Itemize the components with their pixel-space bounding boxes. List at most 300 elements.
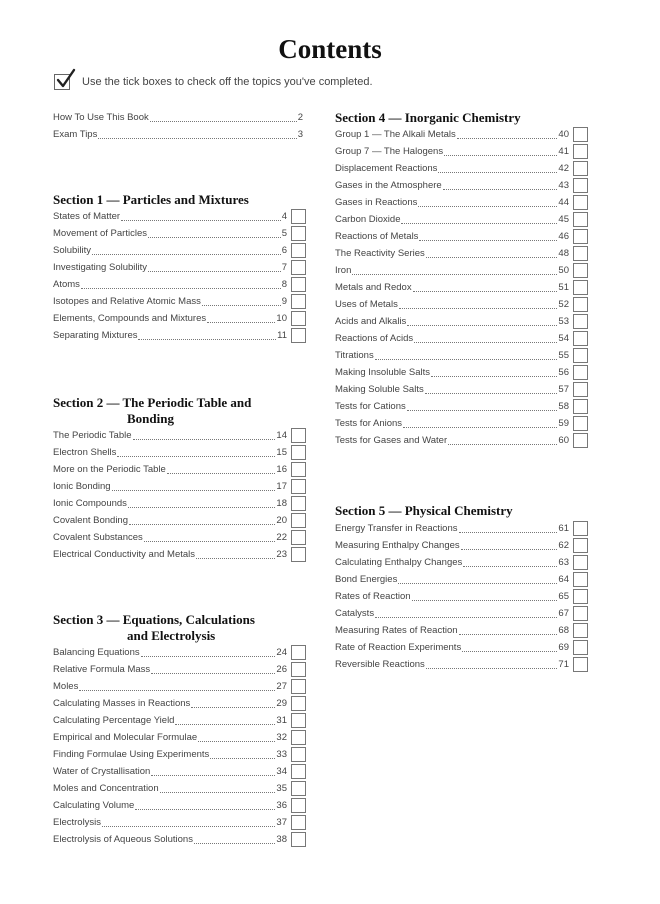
- page-title: Contents: [278, 34, 382, 64]
- dot-leader: [175, 716, 275, 725]
- page-number: 32: [276, 732, 287, 743]
- completion-checkbox[interactable]: [573, 365, 588, 380]
- entry-label: Reversible Reactions: [335, 659, 425, 670]
- toc-entry: [53, 546, 287, 563]
- completion-checkbox[interactable]: [573, 246, 588, 261]
- page-number: 29: [276, 698, 287, 709]
- entry-label: Covalent Bonding: [53, 515, 128, 526]
- dot-leader: [444, 147, 557, 156]
- page-number: 69: [558, 642, 569, 653]
- page-number: 48: [558, 248, 569, 259]
- section-heading: [335, 503, 513, 519]
- page-number: 18: [276, 498, 287, 509]
- entry-label: Calculating Volume: [53, 800, 135, 811]
- dot-leader: [431, 368, 557, 377]
- entry-label: Making Insoluble Salts: [335, 367, 431, 378]
- page-number: 38: [276, 834, 287, 845]
- entry-label: Rate of Reaction Experiments: [335, 642, 462, 653]
- dot-leader: [426, 660, 558, 669]
- page-number: 52: [558, 299, 569, 310]
- entry-label: Calculating Masses in Reactions: [53, 698, 191, 709]
- toc-entry: [53, 495, 287, 512]
- completion-checkbox[interactable]: [291, 226, 306, 241]
- completion-checkbox[interactable]: [573, 331, 588, 346]
- completion-checkbox[interactable]: [573, 416, 588, 431]
- dot-leader: [461, 541, 558, 550]
- toc-entry: [53, 695, 287, 712]
- entry-label: Solubility: [53, 245, 92, 256]
- dot-leader: [448, 436, 557, 445]
- completion-checkbox[interactable]: [291, 479, 306, 494]
- entry-label: Calculating Enthalpy Changes: [335, 557, 463, 568]
- completion-checkbox[interactable]: [573, 606, 588, 621]
- completion-checkbox[interactable]: [573, 348, 588, 363]
- page-number: 20: [276, 515, 287, 526]
- completion-checkbox[interactable]: [291, 311, 306, 326]
- page-number: 37: [276, 817, 287, 828]
- entry-label: Iron: [335, 265, 352, 276]
- entry-label: Tests for Gases and Water: [335, 435, 448, 446]
- toc-entry: [335, 364, 569, 381]
- dot-leader: [141, 648, 276, 657]
- dot-leader: [98, 130, 296, 139]
- dot-leader: [399, 300, 558, 309]
- section-heading: [53, 612, 255, 644]
- dot-leader: [198, 733, 275, 742]
- entry-label: Bond Energies: [335, 574, 398, 585]
- page-number: 23: [276, 549, 287, 560]
- page-number: 62: [558, 540, 569, 551]
- dot-leader: [398, 575, 557, 584]
- dot-leader: [462, 643, 557, 652]
- toc-entry: [53, 746, 287, 763]
- dot-leader: [202, 297, 281, 306]
- page-number: 7: [281, 262, 287, 273]
- completion-checkbox[interactable]: [573, 195, 588, 210]
- completion-checkbox[interactable]: [291, 243, 306, 258]
- toc-entry: [335, 398, 569, 415]
- entry-label: Measuring Enthalpy Changes: [335, 540, 460, 551]
- page-number: 54: [558, 333, 569, 344]
- instruction-row: [54, 70, 373, 94]
- toc-entry: [53, 478, 287, 495]
- toc-entry: [53, 763, 287, 780]
- toc-entry: [335, 262, 569, 279]
- page-number: 17: [276, 481, 287, 492]
- completion-checkbox[interactable]: [291, 496, 306, 511]
- page-number: 5: [281, 228, 287, 239]
- toc-entry: [335, 211, 569, 228]
- dot-leader: [407, 402, 558, 411]
- toc-entry: [335, 381, 569, 398]
- entry-label: How To Use This Book: [53, 112, 149, 123]
- page-number: 3: [297, 129, 303, 140]
- page-number: 27: [276, 681, 287, 692]
- completion-checkbox[interactable]: [573, 263, 588, 278]
- entry-label: Group 1 — The Alkali Metals: [335, 129, 456, 140]
- page-number: 4: [281, 211, 287, 222]
- toc-entry: [335, 126, 569, 143]
- completion-checkbox[interactable]: [291, 662, 306, 677]
- dot-leader: [463, 558, 557, 567]
- entry-label: Displacement Reactions: [335, 163, 438, 174]
- toc-entry: [53, 259, 287, 276]
- dot-leader: [375, 609, 557, 618]
- toc-entry: [53, 814, 287, 831]
- toc-entry: [335, 639, 569, 656]
- completion-checkbox[interactable]: [291, 747, 306, 762]
- toc-entry: [53, 242, 287, 259]
- toc-entry: [53, 109, 303, 126]
- entry-label: Catalysts: [335, 608, 375, 619]
- toc-entry: [53, 512, 287, 529]
- page-number: 11: [277, 330, 287, 341]
- entry-label: Making Soluble Salts: [335, 384, 424, 395]
- completion-checkbox[interactable]: [573, 314, 588, 329]
- page-number: 40: [558, 129, 569, 140]
- dot-leader: [413, 283, 558, 292]
- completion-checkbox[interactable]: [573, 538, 588, 553]
- toc-entry: [53, 310, 287, 327]
- dot-leader: [151, 665, 275, 674]
- toc-entry: [53, 797, 287, 814]
- toc-entry: [53, 729, 287, 746]
- page-number: 63: [558, 557, 569, 568]
- entry-label: Separating Mixtures: [53, 330, 138, 341]
- dot-leader: [112, 482, 276, 491]
- dot-leader: [194, 835, 275, 844]
- dot-leader: [148, 263, 281, 272]
- toc-entry: [335, 520, 569, 537]
- entry-label: Reactions of Metals: [335, 231, 419, 242]
- toc-entry: [53, 293, 287, 310]
- dot-leader: [412, 592, 558, 601]
- completion-checkbox[interactable]: [573, 623, 588, 638]
- toc-entry: [53, 712, 287, 729]
- dot-leader: [210, 750, 275, 759]
- entry-label: Energy Transfer in Reactions: [335, 523, 458, 534]
- entry-label: Reactions of Acids: [335, 333, 414, 344]
- toc-entry: [53, 327, 287, 344]
- completion-checkbox[interactable]: [291, 445, 306, 460]
- toc-entry: [335, 245, 569, 262]
- section-heading-line: Section 4 — Inorganic Chemistry: [335, 110, 521, 125]
- completion-checkbox[interactable]: [291, 428, 306, 443]
- toc-entry: [335, 347, 569, 364]
- dot-leader: [151, 767, 275, 776]
- entry-label: Empirical and Molecular Formulae: [53, 732, 198, 743]
- toc-entry: [335, 177, 569, 194]
- entry-label: Ionic Compounds: [53, 498, 127, 509]
- entry-label: Moles and Concentration: [53, 783, 159, 794]
- dot-leader: [419, 232, 557, 241]
- toc-entry: [53, 661, 287, 678]
- entry-label: States of Matter: [53, 211, 121, 222]
- entry-label: The Reactivity Series: [335, 248, 425, 259]
- dot-leader: [129, 516, 275, 525]
- dot-leader: [92, 246, 281, 255]
- completion-checkbox[interactable]: [291, 832, 306, 847]
- toc-entry: [53, 780, 287, 797]
- entry-label: Measuring Rates of Reaction: [335, 625, 458, 636]
- page-number: 33: [276, 749, 287, 760]
- entry-label: Group 7 — The Halogens: [335, 146, 444, 157]
- dot-leader: [102, 818, 275, 827]
- entry-label: Water of Crystallisation: [53, 766, 151, 777]
- entry-label: Elements, Compounds and Mixtures: [53, 313, 207, 324]
- page-number: 8: [281, 279, 287, 290]
- completion-checkbox[interactable]: [573, 144, 588, 159]
- toc-entry: [335, 296, 569, 313]
- entry-label: Metals and Redox: [335, 282, 412, 293]
- dot-leader: [443, 181, 558, 190]
- page-number: 14: [276, 430, 287, 441]
- toc-entry: [335, 415, 569, 432]
- page-number: 43: [558, 180, 569, 191]
- page-number: 67: [558, 608, 569, 619]
- dot-leader: [207, 314, 275, 323]
- completion-checkbox[interactable]: [573, 280, 588, 295]
- dot-leader: [414, 334, 557, 343]
- entry-label: Electron Shells: [53, 447, 117, 458]
- completion-checkbox[interactable]: [291, 696, 306, 711]
- entry-label: Covalent Substances: [53, 532, 143, 543]
- completion-checkbox[interactable]: [291, 328, 306, 343]
- dot-leader: [352, 266, 557, 275]
- section-heading-line: and Electrolysis: [127, 628, 216, 643]
- entry-label: Movement of Particles: [53, 228, 147, 239]
- completion-checkbox[interactable]: [291, 462, 306, 477]
- page-number: 65: [558, 591, 569, 602]
- entry-label: Electrolysis: [53, 817, 102, 828]
- toc-entry: [335, 194, 569, 211]
- completion-checkbox[interactable]: [573, 433, 588, 448]
- page-number: 45: [558, 214, 569, 225]
- completion-checkbox[interactable]: [573, 161, 588, 176]
- example-tick-box: [54, 74, 70, 90]
- completion-checkbox[interactable]: [291, 679, 306, 694]
- entry-label: Rates of Reaction: [335, 591, 411, 602]
- completion-checkbox[interactable]: [291, 260, 306, 275]
- dot-leader: [457, 130, 558, 139]
- toc-entry: [335, 554, 569, 571]
- completion-checkbox[interactable]: [291, 547, 306, 562]
- page-number: 56: [558, 367, 569, 378]
- page-number: 61: [558, 523, 569, 534]
- completion-checkbox[interactable]: [291, 294, 306, 309]
- section-heading-line: Section 1 — Particles and Mixtures: [53, 192, 249, 207]
- page-number: 55: [558, 350, 569, 361]
- page-number: 59: [558, 418, 569, 429]
- dot-leader: [128, 499, 275, 508]
- completion-checkbox[interactable]: [291, 645, 306, 660]
- dot-leader: [375, 351, 558, 360]
- page-number: 41: [558, 146, 569, 157]
- toc-entry: [335, 571, 569, 588]
- page-number: 16: [276, 464, 287, 475]
- tick-icon: [55, 68, 77, 90]
- entry-label: Balancing Equations: [53, 647, 140, 658]
- page-number: 68: [558, 625, 569, 636]
- toc-entry: [53, 276, 287, 293]
- toc-entry: [335, 588, 569, 605]
- page-number: 64: [558, 574, 569, 585]
- page-number: 24: [276, 647, 287, 658]
- completion-checkbox[interactable]: [573, 572, 588, 587]
- toc-entry: [335, 313, 569, 330]
- toc-entry: [335, 330, 569, 347]
- completion-checkbox[interactable]: [291, 530, 306, 545]
- page-number: 2: [297, 112, 303, 123]
- completion-checkbox[interactable]: [573, 212, 588, 227]
- section-heading: [53, 395, 251, 427]
- entry-label: Relative Formula Mass: [53, 664, 151, 675]
- instruction-text: Use the tick boxes to check off the topics you've completed.: [82, 76, 373, 88]
- entry-label: The Periodic Table: [53, 430, 132, 441]
- page-number: 26: [276, 664, 287, 675]
- section-heading-line: Section 2 — The Periodic Table and: [53, 395, 252, 410]
- entry-label: Moles: [53, 681, 79, 692]
- toc-entry: [335, 160, 569, 177]
- completion-checkbox[interactable]: [291, 764, 306, 779]
- page-number: 35: [276, 783, 287, 794]
- entry-label: Tests for Anions: [335, 418, 403, 429]
- completion-checkbox[interactable]: [573, 382, 588, 397]
- page-number: 46: [558, 231, 569, 242]
- dot-leader: [117, 448, 275, 457]
- dot-leader: [167, 465, 276, 474]
- dot-leader: [425, 385, 558, 394]
- entry-label: Electrolysis of Aqueous Solutions: [53, 834, 193, 845]
- dot-leader: [438, 164, 557, 173]
- toc-entry: [53, 427, 287, 444]
- toc-entry: [53, 126, 303, 143]
- dot-leader: [403, 419, 557, 428]
- toc-entry: [53, 529, 287, 546]
- dot-leader: [121, 212, 281, 221]
- completion-checkbox[interactable]: [291, 209, 306, 224]
- page-number: 22: [276, 532, 287, 543]
- dot-leader: [407, 317, 557, 326]
- dot-leader: [135, 801, 275, 810]
- completion-checkbox[interactable]: [291, 730, 306, 745]
- dot-leader: [426, 249, 558, 258]
- page-number: 53: [558, 316, 569, 327]
- completion-checkbox[interactable]: [291, 815, 306, 830]
- toc-entry: [335, 622, 569, 639]
- dot-leader: [418, 198, 557, 207]
- section-heading: [53, 192, 249, 208]
- toc-entry: [335, 228, 569, 245]
- entry-label: Uses of Metals: [335, 299, 398, 310]
- completion-checkbox[interactable]: [291, 513, 306, 528]
- dot-leader: [196, 550, 275, 559]
- entry-label: Gases in the Atmosphere: [335, 180, 442, 191]
- completion-checkbox[interactable]: [291, 781, 306, 796]
- entry-label: Investigating Solubility: [53, 262, 147, 273]
- entry-label: Calculating Percentage Yield: [53, 715, 175, 726]
- toc-entry: [53, 644, 287, 661]
- entry-label: More on the Periodic Table: [53, 464, 166, 475]
- toc-entry: [53, 461, 287, 478]
- page-number: 60: [558, 435, 569, 446]
- section-heading: [335, 110, 521, 126]
- toc-entry: [53, 831, 287, 848]
- page-number: 6: [281, 245, 287, 256]
- entry-label: Acids and Alkalis: [335, 316, 407, 327]
- entry-label: Gases in Reactions: [335, 197, 418, 208]
- entry-label: Ionic Bonding: [53, 481, 111, 492]
- completion-checkbox[interactable]: [291, 713, 306, 728]
- completion-checkbox[interactable]: [573, 589, 588, 604]
- dot-leader: [144, 533, 276, 542]
- entry-label: Titrations: [335, 350, 374, 361]
- toc-entry: [335, 605, 569, 622]
- page-number: 44: [558, 197, 569, 208]
- page-number: 34: [276, 766, 287, 777]
- completion-checkbox[interactable]: [291, 277, 306, 292]
- dot-leader: [148, 229, 281, 238]
- dot-leader: [459, 626, 558, 635]
- dot-leader: [133, 431, 276, 440]
- completion-checkbox[interactable]: [573, 521, 588, 536]
- page-number: 71: [558, 659, 569, 670]
- completion-checkbox[interactable]: [573, 555, 588, 570]
- dot-leader: [138, 331, 276, 340]
- completion-checkbox[interactable]: [573, 297, 588, 312]
- completion-checkbox[interactable]: [573, 640, 588, 655]
- toc-entry: [53, 678, 287, 695]
- entry-label: Exam Tips: [53, 129, 98, 140]
- entry-label: Carbon Dioxide: [335, 214, 401, 225]
- page-number: 58: [558, 401, 569, 412]
- section-heading-line: Bonding: [127, 411, 174, 426]
- page-number: 50: [558, 265, 569, 276]
- dot-leader: [79, 682, 275, 691]
- toc-entry: [335, 279, 569, 296]
- toc-entry: [53, 225, 287, 242]
- page-number: 42: [558, 163, 569, 174]
- entry-label: Electrical Conductivity and Metals: [53, 549, 196, 560]
- entry-label: Atoms: [53, 279, 80, 290]
- page-number: 57: [558, 384, 569, 395]
- entry-label: Finding Formulae Using Experiments: [53, 749, 210, 760]
- toc-entry: [53, 444, 287, 461]
- completion-checkbox[interactable]: [291, 798, 306, 813]
- page-number: 9: [281, 296, 287, 307]
- toc-entry: [335, 656, 569, 673]
- page-number: 51: [558, 282, 569, 293]
- entry-label: Tests for Cations: [335, 401, 406, 412]
- completion-checkbox[interactable]: [573, 657, 588, 672]
- page-number: 36: [276, 800, 287, 811]
- page-number: 10: [276, 313, 287, 324]
- toc-entry: [335, 143, 569, 160]
- dot-leader: [81, 280, 281, 289]
- entry-label: Isotopes and Relative Atomic Mass: [53, 296, 201, 307]
- completion-checkbox[interactable]: [573, 178, 588, 193]
- dot-leader: [459, 524, 558, 533]
- dot-leader: [401, 215, 557, 224]
- toc-entry: [335, 537, 569, 554]
- page-number: 15: [276, 447, 287, 458]
- completion-checkbox[interactable]: [573, 229, 588, 244]
- completion-checkbox[interactable]: [573, 127, 588, 142]
- dot-leader: [150, 113, 297, 122]
- completion-checkbox[interactable]: [573, 399, 588, 414]
- dot-leader: [191, 699, 275, 708]
- section-heading-line: Section 5 — Physical Chemistry: [335, 503, 513, 518]
